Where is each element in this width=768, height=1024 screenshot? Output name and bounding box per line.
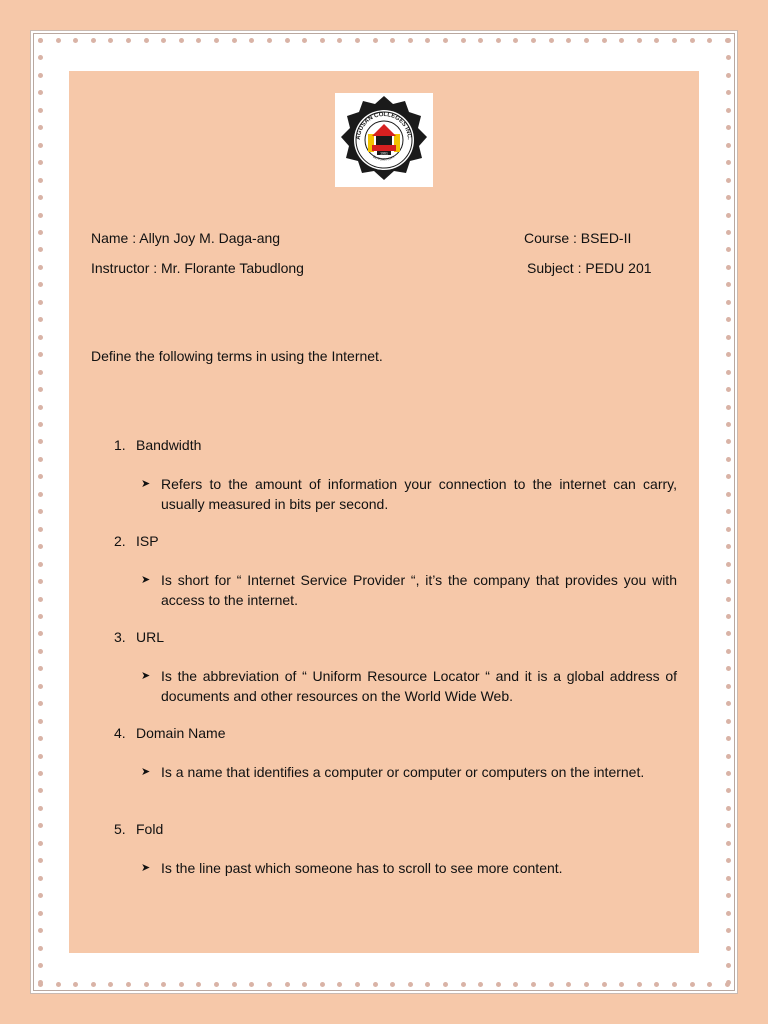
frame-dot	[549, 38, 554, 43]
svg-text:BUTUAN CITY: BUTUAN CITY	[372, 154, 396, 162]
frame-dot	[726, 352, 731, 357]
frame-dot	[726, 55, 731, 60]
term-number: 5.	[114, 821, 126, 837]
svg-text:AGUSAN COLLEGES INC.: AGUSAN COLLEGES INC.	[355, 111, 413, 141]
arrow-bullet-icon: ➤	[141, 478, 151, 490]
frame-dot	[38, 439, 43, 444]
frame-dot	[38, 160, 43, 165]
frame-dot	[443, 38, 448, 43]
arrow-bullet-icon: ➤	[141, 766, 151, 778]
frame-dot	[672, 982, 677, 987]
frame-dot	[726, 178, 731, 183]
frame-dot	[584, 982, 589, 987]
frame-dot	[726, 963, 731, 968]
frame-dot	[690, 982, 695, 987]
frame-dot	[726, 562, 731, 567]
frame-dot	[726, 108, 731, 113]
frame-dot	[726, 509, 731, 514]
frame-dot	[726, 317, 731, 322]
frame-dot	[619, 982, 624, 987]
frame-dot	[232, 38, 237, 43]
frame-dot	[513, 38, 518, 43]
frame-dot	[337, 982, 342, 987]
frame-dot	[355, 38, 360, 43]
frame-dot	[38, 213, 43, 218]
frame-dot	[38, 684, 43, 689]
definition-text: Is the abbreviation of “ Uniform Resource Locator “ and it is a global address of documents and other resources on the World Wide Web.	[161, 668, 677, 704]
frame-dot	[549, 982, 554, 987]
definition-text: Is a name that identifies a computer or computer or computers on the internet.	[161, 764, 645, 780]
frame-dot	[232, 982, 237, 987]
frame-dot	[38, 405, 43, 410]
frame-dot	[726, 719, 731, 724]
frame-dot	[38, 928, 43, 933]
frame-dot	[38, 370, 43, 375]
frame-dot	[38, 527, 43, 532]
frame-dot	[38, 300, 43, 305]
frame-dot	[390, 38, 395, 43]
frame-dot	[726, 876, 731, 881]
frame-dots-left	[36, 30, 44, 994]
frame-dot	[73, 982, 78, 987]
frame-dot	[249, 38, 254, 43]
subject: Subject : PEDU 201	[527, 260, 652, 276]
frame-dot	[726, 631, 731, 636]
frame-dot	[56, 982, 61, 987]
frame-dot	[726, 265, 731, 270]
frame-dot	[144, 38, 149, 43]
frame-dot	[726, 771, 731, 776]
frame-dot	[478, 982, 483, 987]
frame-dot	[619, 38, 624, 43]
frame-dot	[726, 666, 731, 671]
frame-dot	[38, 562, 43, 567]
term-label: ISP	[136, 533, 159, 549]
arrow-bullet-icon: ➤	[141, 574, 151, 586]
term-definition	[141, 570, 677, 610]
frame-dot	[38, 911, 43, 916]
instructions: Define the following terms in using the Internet.	[91, 348, 383, 364]
term-item	[114, 533, 159, 549]
frame-dot	[726, 405, 731, 410]
frame-dot	[179, 982, 184, 987]
frame-dot	[38, 474, 43, 479]
frame-dot	[38, 317, 43, 322]
frame-dot	[38, 701, 43, 706]
arrow-bullet-icon: ➤	[141, 670, 151, 682]
student-name: Name : Allyn Joy M. Daga-ang	[91, 230, 281, 246]
frame-dots-top	[30, 36, 738, 44]
frame-dot	[726, 858, 731, 863]
svg-text:1961: 1961	[380, 151, 388, 156]
frame-dot	[267, 982, 272, 987]
frame-dot	[38, 125, 43, 130]
frame-dot	[285, 38, 290, 43]
frame-dot	[672, 38, 677, 43]
frame-dot	[726, 911, 731, 916]
frame-dot	[496, 38, 501, 43]
frame-dot	[726, 439, 731, 444]
frame-dot	[726, 893, 731, 898]
term-definition	[141, 762, 677, 782]
frame-dot	[38, 946, 43, 951]
frame-dot	[302, 982, 307, 987]
frame-dot	[726, 230, 731, 235]
frame-dot	[38, 666, 43, 671]
term-label: URL	[136, 629, 165, 645]
frame-dot	[513, 982, 518, 987]
frame-dot	[38, 806, 43, 811]
frame-dot	[726, 928, 731, 933]
frame-dot	[38, 544, 43, 549]
frame-dot	[726, 823, 731, 828]
frame-dot	[38, 108, 43, 113]
frame-dot	[726, 335, 731, 340]
frame-dot	[108, 38, 113, 43]
frame-dot	[38, 55, 43, 60]
definition-text: Is short for “ Internet Service Provider “, it’s the company that provides you with access to the internet.	[161, 572, 677, 608]
frame-dot	[320, 38, 325, 43]
college-logo	[335, 93, 433, 187]
term-item	[114, 629, 164, 645]
frame-dot	[38, 771, 43, 776]
frame-dot	[38, 841, 43, 846]
frame-dot	[726, 597, 731, 602]
frame-dot	[214, 38, 219, 43]
course: Course : BSED-II	[524, 230, 632, 246]
frame-dot	[726, 422, 731, 427]
term-definition	[141, 858, 677, 878]
frame-dot	[38, 754, 43, 759]
frame-dot	[461, 38, 466, 43]
frame-dot	[726, 195, 731, 200]
frame-dot	[355, 982, 360, 987]
frame-dot	[726, 125, 731, 130]
frame-dot	[726, 806, 731, 811]
frame-dot	[144, 982, 149, 987]
term-item	[114, 725, 225, 741]
frame-dot	[566, 982, 571, 987]
term-item	[114, 821, 163, 837]
frame-dot	[726, 370, 731, 375]
frame-dot	[726, 754, 731, 759]
frame-dot	[38, 335, 43, 340]
term-number: 3.	[114, 629, 126, 645]
term-definition	[141, 474, 677, 514]
frame-dot	[38, 963, 43, 968]
frame-dot	[408, 982, 413, 987]
frame-dot	[425, 38, 430, 43]
term-item	[114, 437, 201, 453]
frame-dot	[38, 230, 43, 235]
frame-dot	[726, 701, 731, 706]
frame-dot	[602, 982, 607, 987]
term-number: 2.	[114, 533, 126, 549]
frame-dot	[726, 684, 731, 689]
frame-dot	[726, 736, 731, 741]
frame-dot	[637, 982, 642, 987]
frame-dot	[654, 38, 659, 43]
frame-dot	[690, 38, 695, 43]
frame-dot	[726, 788, 731, 793]
frame-dot	[267, 38, 272, 43]
frame-dot	[73, 38, 78, 43]
frame-dot	[707, 38, 712, 43]
frame-dot	[496, 982, 501, 987]
college-seal-icon	[335, 93, 433, 187]
frame-dot	[91, 38, 96, 43]
frame-dot	[302, 38, 307, 43]
frame-dot	[726, 980, 731, 985]
frame-dot	[726, 90, 731, 95]
frame-dot	[38, 422, 43, 427]
frame-dot	[38, 823, 43, 828]
frame-dot	[38, 980, 43, 985]
frame-dot	[38, 492, 43, 497]
frame-dot	[373, 982, 378, 987]
frame-dot	[38, 247, 43, 252]
frame-dot	[38, 788, 43, 793]
frame-dot	[726, 474, 731, 479]
frame-dot	[478, 38, 483, 43]
term-label: Fold	[136, 821, 164, 837]
frame-dot	[38, 265, 43, 270]
frame-dots-right	[724, 30, 732, 994]
frame-dot	[654, 982, 659, 987]
frame-dot	[108, 982, 113, 987]
frame-dot	[126, 38, 131, 43]
frame-dot	[196, 982, 201, 987]
frame-dot	[337, 38, 342, 43]
frame-dot	[38, 90, 43, 95]
definition-text: Is the line past which someone has to scroll to see more content.	[161, 860, 563, 876]
frame-dot	[726, 73, 731, 78]
frame-dot	[584, 38, 589, 43]
frame-dot	[531, 982, 536, 987]
frame-dot	[443, 982, 448, 987]
frame-dot	[390, 982, 395, 987]
frame-dot	[726, 492, 731, 497]
frame-dot	[38, 649, 43, 654]
frame-dot	[373, 38, 378, 43]
frame-dot	[726, 946, 731, 951]
frame-dot	[249, 982, 254, 987]
frame-dot	[38, 579, 43, 584]
term-label: Bandwidth	[136, 437, 202, 453]
frame-dot	[196, 38, 201, 43]
frame-dot	[38, 858, 43, 863]
frame-dot	[285, 982, 290, 987]
frame-dot	[726, 544, 731, 549]
frame-dot	[38, 876, 43, 881]
document-page	[69, 71, 699, 953]
frame-dot	[726, 143, 731, 148]
frame-dot	[566, 38, 571, 43]
frame-dot	[56, 38, 61, 43]
frame-dot	[602, 38, 607, 43]
frame-dot	[38, 614, 43, 619]
frame-dot	[726, 457, 731, 462]
frame-dot	[38, 143, 43, 148]
frame-dot	[38, 38, 43, 43]
frame-dot	[38, 597, 43, 602]
frame-dot	[38, 178, 43, 183]
frame-dot	[726, 213, 731, 218]
frame-dot	[38, 893, 43, 898]
frame-dot	[531, 38, 536, 43]
frame-dot	[726, 841, 731, 846]
frame-dot	[91, 982, 96, 987]
frame-dots-bottom	[30, 980, 738, 988]
frame-dot	[726, 527, 731, 532]
frame-dot	[38, 631, 43, 636]
instructor: Instructor : Mr. Florante Tabudlong	[91, 260, 304, 276]
frame-dot	[38, 195, 43, 200]
frame-dot	[38, 73, 43, 78]
frame-dot	[726, 614, 731, 619]
frame-dot	[38, 509, 43, 514]
term-number: 1.	[114, 437, 126, 453]
arrow-bullet-icon: ➤	[141, 862, 151, 874]
frame-dot	[726, 282, 731, 287]
frame-dot	[726, 247, 731, 252]
frame-dot	[726, 579, 731, 584]
frame-dot	[38, 736, 43, 741]
frame-dot	[38, 719, 43, 724]
frame-dot	[161, 38, 166, 43]
frame-dot	[637, 38, 642, 43]
frame-dot	[179, 38, 184, 43]
frame-dot	[461, 982, 466, 987]
frame-dot	[320, 982, 325, 987]
term-number: 4.	[114, 725, 126, 741]
frame-dot	[126, 982, 131, 987]
frame-dot	[38, 352, 43, 357]
frame-dot	[726, 387, 731, 392]
frame-dot	[726, 300, 731, 305]
frame-dot	[161, 982, 166, 987]
frame-dot	[726, 649, 731, 654]
frame-dot	[707, 982, 712, 987]
frame-dot	[408, 38, 413, 43]
frame-dot	[726, 160, 731, 165]
frame-dot	[38, 282, 43, 287]
term-definition	[141, 666, 677, 706]
frame-dot	[38, 387, 43, 392]
frame-dot	[726, 38, 731, 43]
frame-dot	[425, 982, 430, 987]
frame-dot	[214, 982, 219, 987]
definition-text: Refers to the amount of information your connection to the internet can carry, usually measured in bits per second.	[161, 476, 677, 512]
term-label: Domain Name	[136, 725, 226, 741]
frame-dot	[38, 457, 43, 462]
